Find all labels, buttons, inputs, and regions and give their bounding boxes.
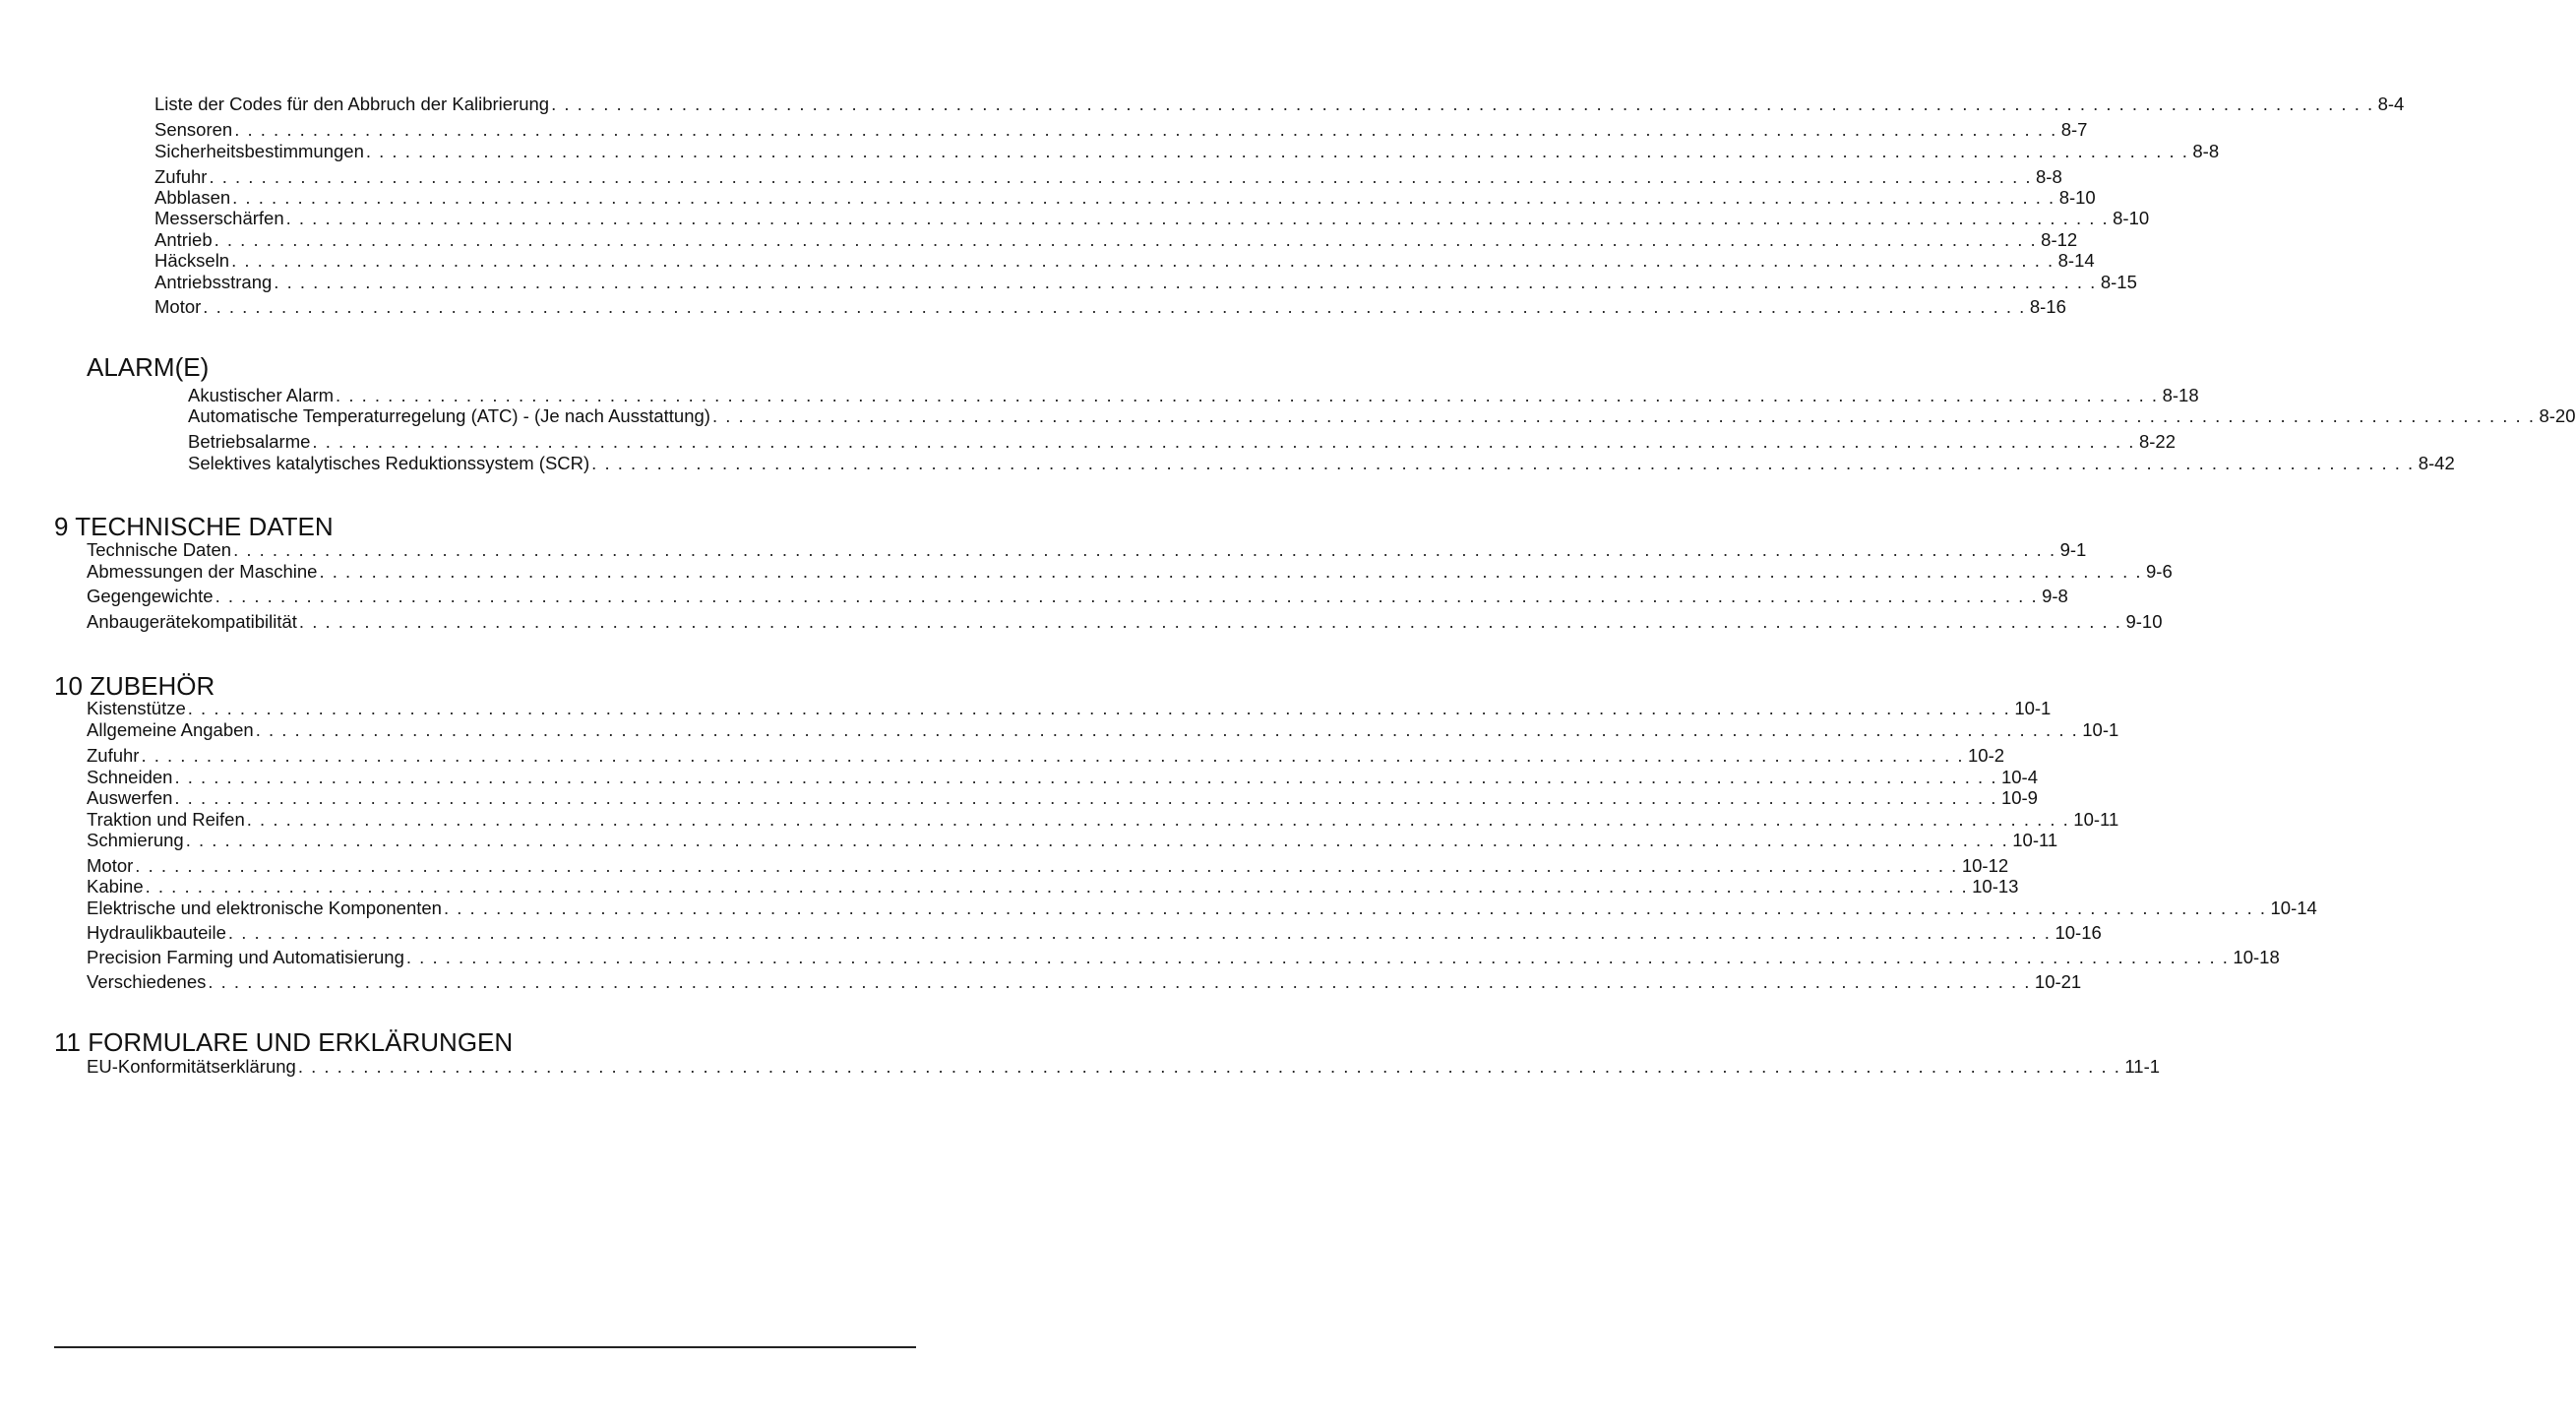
toc-entry[interactable] xyxy=(87,922,2102,944)
toc-entry-title: Auswerfen xyxy=(87,787,173,808)
toc-entry-page: 10-12 xyxy=(1961,855,2009,876)
toc-entry-page: 8-15 xyxy=(2100,272,2137,292)
toc-entry-page: 10-2 xyxy=(1968,745,2005,766)
toc-entry-title: Messerschärfen xyxy=(154,208,284,228)
toc-entry-page: 11-1 xyxy=(2124,1056,2161,1077)
toc-entry[interactable] xyxy=(87,898,2317,919)
toc-entry-title: Selektives katalytisches Reduktionssystem (SCR) xyxy=(188,453,590,473)
toc-entry-page: 10-1 xyxy=(2014,698,2052,718)
toc-entry-title: Akustischer Alarm xyxy=(188,385,335,405)
toc-entry-title: EU-Konformitätserklärung xyxy=(87,1056,296,1077)
toc-entry-page: 8-10 xyxy=(2058,187,2096,208)
toc-entry-title: Elektrische und elektronische Komponenten xyxy=(87,898,442,918)
toc-entry[interactable] xyxy=(87,971,2082,993)
toc-entry[interactable] xyxy=(154,119,2088,141)
toc-entry-title: Allgemeine Angaben xyxy=(87,719,254,740)
toc-entry-title: Zufuhr xyxy=(154,166,208,187)
toc-entry-page: 10-21 xyxy=(2034,971,2082,992)
toc-entry-page: 10-18 xyxy=(2233,947,2280,967)
toc-entry-page: 8-4 xyxy=(2377,93,2405,114)
toc-entry-page: 10-1 xyxy=(2082,719,2119,740)
dot-leader: . . . . . . . . . . . . . . . . . . . . . . . . . . . . . . . . . . . . . . . . . . . . . . . . . . . . . . . . . . . . . . . . . . . . . . . . . . . . . . . . . . . . . . . . . . . . . . . . . . . . . . . . . . . . . . . . . . . . . . . . . . . . . . . . . . . . . . . . . . . . xyxy=(443,898,2267,918)
toc-entry-page: 10-13 xyxy=(1972,876,2019,897)
dot-leader: . . . . . . . . . . . . . . . . . . . . . . . . . . . . . . . . . . . . . . . . . . . . . . . . . . . . . . . . . . . . . . . . . . . . . . . . . . . . . . . . . . . . . . . . . . . . . . . . . . . . . . . . . . . . . . . . . . . . . . . . . . . . . . . . . . . . . . . . . . . . xyxy=(174,767,1997,787)
toc-entry-page: 8-12 xyxy=(2041,229,2078,250)
dot-leader: . . . . . . . . . . . . . . . . . . . . . . . . . . . . . . . . . . . . . . . . . . . . . . . . . . . . . . . . . . . . . . . . . . . . . . . . . . . . . . . . . . . . . . . . . . . . . . . . . . . . . . . . . . . . . . . . . . . . . . . . . . . . . . . . . . . . . . . . . . . . xyxy=(234,119,2057,140)
toc-entry[interactable] xyxy=(188,431,2176,453)
toc-entry[interactable] xyxy=(154,187,2096,209)
toc-entry-page: 8-8 xyxy=(2036,166,2062,187)
toc-entry-title: Betriebsalarme xyxy=(188,431,311,452)
toc-entry[interactable] xyxy=(87,787,2038,809)
dot-leader: . . . . . . . . . . . . . . . . . . . . . . . . . . . . . . . . . . . . . . . . . . . . . . . . . . . . . . . . . . . . . . . . . . . . . . . . . . . . . . . . . . . . . . . . . . . . . . . . . . . . . . . . . . . . . . . . . . . . . . . . . . . . . . . . . . . . . . . . . . . . xyxy=(227,922,2052,943)
toc-entry[interactable] xyxy=(188,453,2455,474)
dot-leader: . . . . . . . . . . . . . . . . . . . . . . . . . . . . . . . . . . . . . . . . . . . . . . . . . . . . . . . . . . . . . . . . . . . . . . . . . . . . . . . . . . . . . . . . . . . . . . . . . . . . . . . . . . . . . . . . . . . . . . . . . . . . . . . . . . . . . . . . . . . . xyxy=(174,787,1997,808)
toc-entry[interactable] xyxy=(87,539,2087,561)
toc-entry-title: Anbaugerätekompatibilität xyxy=(87,611,297,632)
toc-entry-title: Häckseln xyxy=(154,250,230,271)
dot-leader: . . . . . . . . . . . . . . . . . . . . . . . . . . . . . . . . . . . . . . . . . . . . . . . . . . . . . . . . . . . . . . . . . . . . . . . . . . . . . . . . . . . . . . . . . . . . . . . . . . . . . . . . . . . . . . . . . . . . . . . . . . . . . . . . . . . . . . . . . . . . xyxy=(711,405,2536,426)
dot-leader: . . . . . . . . . . . . . . . . . . . . . . . . . . . . . . . . . . . . . . . . . . . . . . . . . . . . . . . . . . . . . . . . . . . . . . . . . . . . . . . . . . . . . . . . . . . . . . . . . . . . . . . . . . . . . . . . . . . . . . . . . . . . . . . . . . . . . . . . . . . . xyxy=(208,971,2031,992)
toc-entry-title: Sensoren xyxy=(154,119,233,140)
toc-entry-title: Abblasen xyxy=(154,187,231,208)
toc-entry-title: Motor xyxy=(154,296,202,317)
toc-entry[interactable] xyxy=(154,272,2137,293)
toc-entry[interactable] xyxy=(87,745,2005,767)
dot-leader: . . . . . . . . . . . . . . . . . . . . . . . . . . . . . . . . . . . . . . . . . . . . . . . . . . . . . . . . . . . . . . . . . . . . . . . . . . . . . . . . . . . . . . . . . . . . . . . . . . . . . . . . . . . . . . . . . . . . . . . . . . . . . . . . . . . . . . . . . . . . xyxy=(285,208,2110,228)
toc-entry-title: Schneiden xyxy=(87,767,173,787)
toc-entry[interactable] xyxy=(154,93,2405,115)
dot-leader: . . . . . . . . . . . . . . . . . . . . . . . . . . . . . . . . . . . . . . . . . . . . . . . . . . . . . . . . . . . . . . . . . . . . . . . . . . . . . . . . . . . . . . . . . . . . . . . . . . . . . . . . . . . . . . . . . . . . . . . . . . . . . . . . . . . . . . . . . . . . xyxy=(135,855,1958,876)
toc-entry[interactable] xyxy=(87,809,2119,831)
toc-entry-title: Kabine xyxy=(87,876,144,897)
dot-leader: . . . . . . . . . . . . . . . . . . . . . . . . . . . . . . . . . . . . . . . . . . . . . . . . . . . . . . . . . . . . . . . . . . . . . . . . . . . . . . . . . . . . . . . . . . . . . . . . . . . . . . . . . . . . . . . . . . . . . . . . . . . . . . . . . . . . . . . . . . . . xyxy=(215,586,2039,606)
toc-entry[interactable] xyxy=(87,855,2009,877)
dot-leader: . . . . . . . . . . . . . . . . . . . . . . . . . . . . . . . . . . . . . . . . . . . . . . . . . . . . . . . . . . . . . . . . . . . . . . . . . . . . . . . . . . . . . . . . . . . . . . . . . . . . . . . . . . . . . . . . . . . . . . . . . . . . . . . . . . . . . . . . . . . . xyxy=(365,141,2189,161)
toc-entry-title: Abmessungen der Maschine xyxy=(87,561,318,582)
toc-entry-page: 9-8 xyxy=(2042,586,2068,606)
dot-leader: . . . . . . . . . . . . . . . . . . . . . . . . . . . . . . . . . . . . . . . . . . . . . . . . . . . . . . . . . . . . . . . . . . . . . . . . . . . . . . . . . . . . . . . . . . . . . . . . . . . . . . . . . . . . . . . . . . . . . . . . . . . . . . . . . . . . . . . . . . . . xyxy=(145,876,1969,897)
toc-entry[interactable] xyxy=(87,876,2019,898)
toc-entry-title: Antriebsstrang xyxy=(154,272,273,292)
toc-entry-page: 8-22 xyxy=(2138,431,2176,452)
section-heading: 9 TECHNISCHE DATEN xyxy=(54,512,334,541)
toc-entry-page: 8-14 xyxy=(2057,250,2095,271)
toc-entry-title: Zufuhr xyxy=(87,745,140,766)
toc-entry-page: 9-10 xyxy=(2125,611,2163,632)
toc-entry-title: Hydraulikbauteile xyxy=(87,922,226,943)
toc-entry[interactable] xyxy=(87,719,2119,741)
toc-entry-page: 10-11 xyxy=(2012,830,2058,850)
dot-leader: . . . . . . . . . . . . . . . . . . . . . . . . . . . . . . . . . . . . . . . . . . . . . . . . . . . . . . . . . . . . . . . . . . . . . . . . . . . . . . . . . . . . . . . . . . . . . . . . . . . . . . . . . . . . . . . . . . . . . . . . . . . . . . . . . . . . . . . . . . . . xyxy=(141,745,1964,766)
toc-entry-page: 8-20 xyxy=(2539,405,2576,426)
toc-entry-page: 9-6 xyxy=(2146,561,2173,582)
toc-entry[interactable] xyxy=(87,698,2052,719)
toc-entry-title: Schmierung xyxy=(87,830,184,850)
dot-leader: . . . . . . . . . . . . . . . . . . . . . . . . . . . . . . . . . . . . . . . . . . . . . . . . . . . . . . . . . . . . . . . . . . . . . . . . . . . . . . . . . . . . . . . . . . . . . . . . . . . . . . . . . . . . . . . . . . . . . . . . . . . . . . . . . . . . . . . . . . . . xyxy=(231,250,2055,271)
toc-entry-page: 8-8 xyxy=(2192,141,2220,161)
toc-entry-page: 8-42 xyxy=(2418,453,2455,473)
dot-leader: . . . . . . . . . . . . . . . . . . . . . . . . . . . . . . . . . . . . . . . . . . . . . . . . . . . . . . . . . . . . . . . . . . . . . . . . . . . . . . . . . . . . . . . . . . . . . . . . . . . . . . . . . . . . . . . . . . . . . . . . . . . . . . . . . . . . . . . . . . . . xyxy=(298,611,2122,632)
dot-leader: . . . . . . . . . . . . . . . . . . . . . . . . . . . . . . . . . . . . . . . . . . . . . . . . . . . . . . . . . . . . . . . . . . . . . . . . . . . . . . . . . . . . . . . . . . . . . . . . . . . . . . . . . . . . . . . . . . . . . . . . . . . . . . . . . . . . . . . . . . . . xyxy=(233,539,2056,560)
toc-entry-page: 10-4 xyxy=(2000,767,2038,787)
dot-leader: . . . . . . . . . . . . . . . . . . . . . . . . . . . . . . . . . . . . . . . . . . . . . . . . . . . . . . . . . . . . . . . . . . . . . . . . . . . . . . . . . . . . . . . . . . . . . . . . . . . . . . . . . . . . . . . . . . . . . . . . . . . . . . . . . . . . . . . . . . . . xyxy=(319,561,2142,582)
toc-entry[interactable] xyxy=(87,767,2038,788)
toc-entry[interactable] xyxy=(154,296,2066,318)
toc-entry-title: Sicherheitsbestimmungen xyxy=(154,141,364,161)
toc-entry[interactable] xyxy=(87,1056,2161,1078)
toc-entry-page: 8-16 xyxy=(2029,296,2066,317)
toc-entry-title: Technische Daten xyxy=(87,539,232,560)
dot-leader: . . . . . . . . . . . . . . . . . . . . . . . . . . . . . . . . . . . . . . . . . . . . . . . . . . . . . . . . . . . . . . . . . . . . . . . . . . . . . . . . . . . . . . . . . . . . . . . . . . . . . . . . . . . . . . . . . . . . . . . . . . . . . . . . . . . . . . . . . . . . xyxy=(591,453,2415,473)
toc-entry[interactable] xyxy=(188,405,2576,427)
toc-entry-page: 8-10 xyxy=(2113,208,2150,228)
section-heading: ALARM(E) xyxy=(87,352,210,382)
footer-rule xyxy=(54,1346,916,1348)
toc-entry-title: Antrieb xyxy=(154,229,213,250)
toc-entry[interactable] xyxy=(87,830,2058,851)
section-heading: 11 FORMULARE UND ERKLÄRUNGEN xyxy=(54,1027,514,1057)
toc-entry[interactable] xyxy=(154,166,2062,188)
dot-leader: . . . . . . . . . . . . . . . . . . . . . . . . . . . . . . . . . . . . . . . . . . . . . . . . . . . . . . . . . . . . . . . . . . . . . . . . . . . . . . . . . . . . . . . . . . . . . . . . . . . . . . . . . . . . . . . . . . . . . . . . . . . . . . . . . . . . . . . . . . . . xyxy=(274,272,2097,292)
dot-leader: . . . . . . . . . . . . . . . . . . . . . . . . . . . . . . . . . . . . . . . . . . . . . . . . . . . . . . . . . . . . . . . . . . . . . . . . . . . . . . . . . . . . . . . . . . . . . . . . . . . . . . . . . . . . . . . . . . . . . . . . . . . . . . . . . . . . . . . . . . . . xyxy=(187,698,2011,718)
toc-entry[interactable] xyxy=(87,611,2163,633)
toc-entry-title: Gegengewichte xyxy=(87,586,214,606)
toc-entry[interactable] xyxy=(154,208,2150,229)
toc-entry[interactable] xyxy=(154,141,2220,162)
toc-entry-page: 8-7 xyxy=(2060,119,2088,140)
dot-leader: . . . . . . . . . . . . . . . . . . . . . . . . . . . . . . . . . . . . . . . . . . . . . . . . . . . . . . . . . . . . . . . . . . . . . . . . . . . . . . . . . . . . . . . . . . . . . . . . . . . . . . . . . . . . . . . . . . . . . . . . . . . . . . . . . . . . . . . . . . . . xyxy=(232,187,2055,208)
toc-entry-title: Kistenstütze xyxy=(87,698,186,718)
toc-entry-title: Traktion und Reifen xyxy=(87,809,245,830)
toc-entry[interactable] xyxy=(188,385,2199,406)
dot-leader: . . . . . . . . . . . . . . . . . . . . . . . . . . . . . . . . . . . . . . . . . . . . . . . . . . . . . . . . . . . . . . . . . . . . . . . . . . . . . . . . . . . . . . . . . . . . . . . . . . . . . . . . . . . . . . . . . . . . . . . . . . . . . . . . . . . . . . . . . . . . xyxy=(336,385,2159,405)
toc-entry[interactable] xyxy=(154,229,2078,251)
toc-entry-page: 10-9 xyxy=(2000,787,2038,808)
toc-entry[interactable] xyxy=(154,250,2095,272)
dot-leader: . . . . . . . . . . . . . . . . . . . . . . . . . . . . . . . . . . . . . . . . . . . . . . . . . . . . . . . . . . . . . . . . . . . . . . . . . . . . . . . . . . . . . . . . . . . . . . . . . . . . . . . . . . . . . . . . . . . . . . . . . . . . . . . . . . . . . . . . . . . . xyxy=(209,166,2032,187)
section-heading: 10 ZUBEHÖR xyxy=(54,671,215,701)
toc-entry[interactable] xyxy=(87,586,2068,607)
dot-leader: . . . . . . . . . . . . . . . . . . . . . . . . . . . . . . . . . . . . . . . . . . . . . . . . . . . . . . . . . . . . . . . . . . . . . . . . . . . . . . . . . . . . . . . . . . . . . . . . . . . . . . . . . . . . . . . . . . . . . . . . . . . . . . . . . . . . . . . . . . . . xyxy=(297,1056,2121,1077)
dot-leader: . . . . . . . . . . . . . . . . . . . . . . . . . . . . . . . . . . . . . . . . . . . . . . . . . . . . . . . . . . . . . . . . . . . . . . . . . . . . . . . . . . . . . . . . . . . . . . . . . . . . . . . . . . . . . . . . . . . . . . . . . . . . . . . . . . . . . . . . . . . . xyxy=(551,93,2374,114)
toc-entry-title: Verschiedenes xyxy=(87,971,207,992)
dot-leader: . . . . . . . . . . . . . . . . . . . . . . . . . . . . . . . . . . . . . . . . . . . . . . . . . . . . . . . . . . . . . . . . . . . . . . . . . . . . . . . . . . . . . . . . . . . . . . . . . . . . . . . . . . . . . . . . . . . . . . . . . . . . . . . . . . . . . . . . . . . . xyxy=(255,719,2079,740)
toc-entry-title: Automatische Temperaturregelung (ATC) - (Je nach Ausstattung) xyxy=(188,405,710,426)
toc-entry-title: Precision Farming und Automatisierung xyxy=(87,947,404,967)
dot-leader: . . . . . . . . . . . . . . . . . . . . . . . . . . . . . . . . . . . . . . . . . . . . . . . . . . . . . . . . . . . . . . . . . . . . . . . . . . . . . . . . . . . . . . . . . . . . . . . . . . . . . . . . . . . . . . . . . . . . . . . . . . . . . . . . . . . . . . . . . . . . xyxy=(203,296,2026,317)
toc-entry-title: Motor xyxy=(87,855,134,876)
toc-entry-page: 10-14 xyxy=(2270,898,2317,918)
toc-entry-page: 8-18 xyxy=(2162,385,2199,405)
toc-entry[interactable] xyxy=(87,947,2280,968)
toc-entry-page: 10-16 xyxy=(2055,922,2102,943)
dot-leader: . . . . . . . . . . . . . . . . . . . . . . . . . . . . . . . . . . . . . . . . . . . . . . . . . . . . . . . . . . . . . . . . . . . . . . . . . . . . . . . . . . . . . . . . . . . . . . . . . . . . . . . . . . . . . . . . . . . . . . . . . . . . . . . . . . . . . . . . . . . . xyxy=(405,947,2230,967)
dot-leader: . . . . . . . . . . . . . . . . . . . . . . . . . . . . . . . . . . . . . . . . . . . . . . . . . . . . . . . . . . . . . . . . . . . . . . . . . . . . . . . . . . . . . . . . . . . . . . . . . . . . . . . . . . . . . . . . . . . . . . . . . . . . . . . . . . . . . . . . . . . . xyxy=(246,809,2070,830)
toc-entry[interactable] xyxy=(87,561,2173,583)
dot-leader: . . . . . . . . . . . . . . . . . . . . . . . . . . . . . . . . . . . . . . . . . . . . . . . . . . . . . . . . . . . . . . . . . . . . . . . . . . . . . . . . . . . . . . . . . . . . . . . . . . . . . . . . . . . . . . . . . . . . . . . . . . . . . . . . . . . . . . . . . . . . xyxy=(214,229,2038,250)
toc-entry-page: 10-11 xyxy=(2073,809,2119,830)
toc-entry-page: 9-1 xyxy=(2059,539,2087,560)
toc-entry-title: Liste der Codes für den Abbruch der Kalibrierung xyxy=(154,93,550,114)
dot-leader: . . . . . . . . . . . . . . . . . . . . . . . . . . . . . . . . . . . . . . . . . . . . . . . . . . . . . . . . . . . . . . . . . . . . . . . . . . . . . . . . . . . . . . . . . . . . . . . . . . . . . . . . . . . . . . . . . . . . . . . . . . . . . . . . . . . . . . . . . . . . xyxy=(312,431,2135,452)
dot-leader: . . . . . . . . . . . . . . . . . . . . . . . . . . . . . . . . . . . . . . . . . . . . . . . . . . . . . . . . . . . . . . . . . . . . . . . . . . . . . . . . . . . . . . . . . . . . . . . . . . . . . . . . . . . . . . . . . . . . . . . . . . . . . . . . . . . . . . . . . . . . xyxy=(185,830,2009,850)
